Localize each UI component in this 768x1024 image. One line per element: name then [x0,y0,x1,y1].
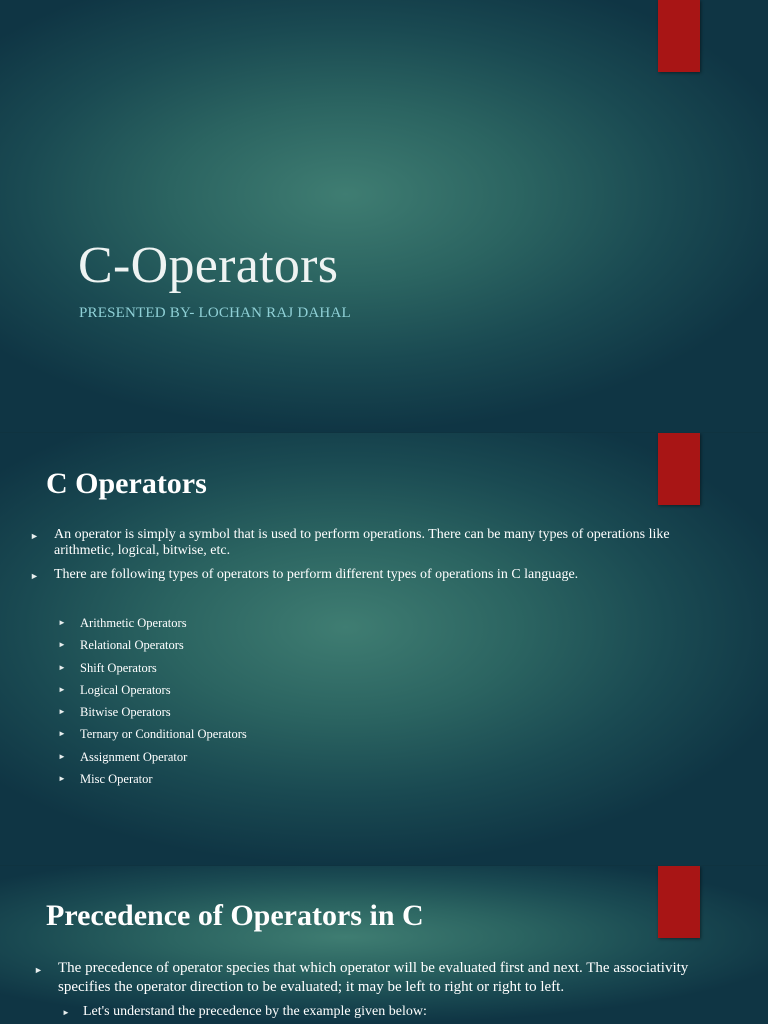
bullet-list [30,527,730,591]
operator-type-item [58,660,247,676]
operator-type-item [58,682,247,698]
title-slide [0,0,768,432]
operator-type-label: Ternary or Conditional Operators [80,727,247,742]
sub-bullet-text: Let's understand the precedence by the example given below: [83,1004,427,1019]
bullet-arrow-icon: ► [58,684,66,694]
operator-type-label: Relational Operators [80,638,184,653]
red-accent-tab [658,433,700,505]
bullet-item [30,527,730,559]
red-accent-tab [658,0,700,72]
sub-bullet-list [62,1003,427,1021]
bullet-arrow-icon: ► [30,571,39,581]
slide-heading: Precedence of Operators in C [46,899,424,932]
bullet-arrow-icon: ► [30,531,39,541]
bullet-item [30,567,730,583]
bullet-arrow-icon: ► [58,774,66,784]
sub-bullet-item [62,1003,427,1021]
presentation-title: C-Operators [78,237,339,294]
bullet-arrow-icon: ► [58,640,66,650]
operator-types-list [58,615,247,793]
operator-type-item [58,726,247,742]
operator-type-item [58,704,247,720]
operator-type-label: Logical Operators [80,682,171,697]
red-accent-tab [658,866,700,938]
operator-type-label: Shift Operators [80,660,157,675]
operator-type-item [58,637,247,653]
bullet-arrow-icon: ► [58,729,66,739]
presenter-subtitle: PRESENTED BY- LOCHAN RAJ DAHAL [79,305,351,321]
bullet-text: An operator is simply a symbol that is used to perform operations. There can be many types of operations like arithmetic, logical, bitwise, etc. [54,527,670,558]
operator-type-label: Misc Operator [80,772,153,787]
bullet-arrow-icon: ► [58,751,66,761]
slide-heading: C Operators [46,467,207,500]
bullet-item [34,959,734,997]
precedence-slide [0,866,768,1024]
bullet-arrow-icon: ► [58,707,66,717]
operator-type-item [58,615,247,631]
operator-type-item [58,771,247,787]
bullet-text: The precedence of operator species that which operator will be evaluated first and next. The associativity specifies the operator direction to be evaluated; it may be left to right or right to left. [58,960,689,995]
operator-type-label: Arithmetic Operators [80,616,187,630]
operator-type-item [58,749,247,765]
operators-slide [0,433,768,865]
bullet-text: There are following types of operators to perform different types of operations in C language. [54,567,579,582]
bullet-arrow-icon: ► [58,618,66,627]
operator-type-label: Assignment Operator [80,749,188,764]
bullet-arrow-icon: ► [34,965,43,975]
bullet-arrow-icon: ► [58,662,66,672]
operator-type-label: Bitwise Operators [80,705,171,720]
bullet-list [34,959,734,997]
bullet-arrow-icon: ► [62,1008,70,1017]
